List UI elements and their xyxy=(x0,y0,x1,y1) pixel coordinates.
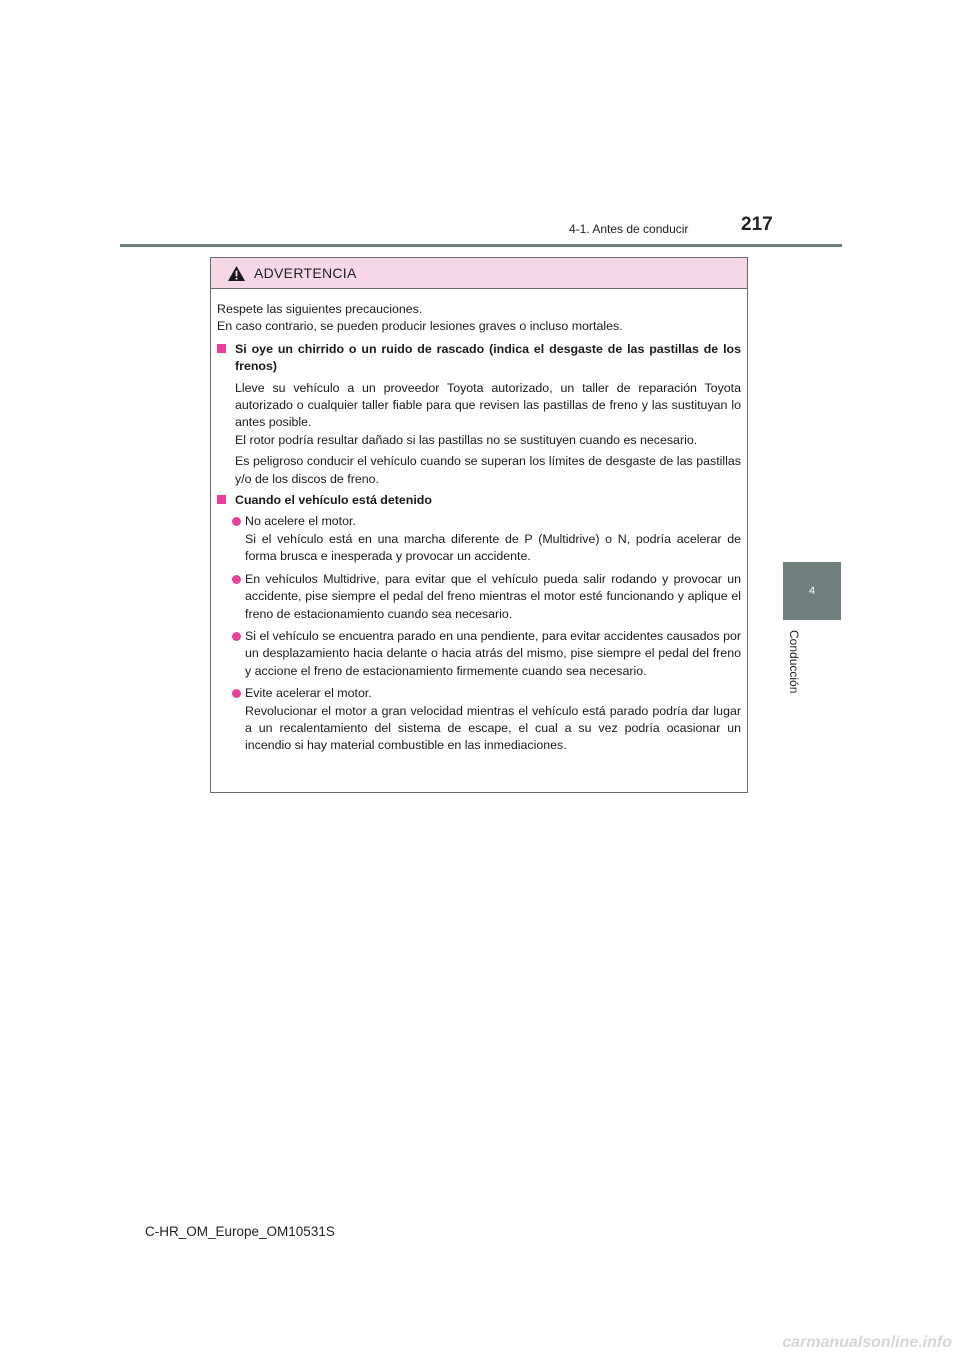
square-bullet-icon xyxy=(217,344,226,353)
list-item-line: Revolucionar el motor a gran velocidad mientras el vehículo está parado podría dar lugar a un recalentamiento del sistema de escape, el cual a su vez podría ocasionar un incendio si hay material combustible en las inmediaciones. xyxy=(245,703,741,753)
section-title xyxy=(217,492,741,509)
intro-line: Respete las siguientes precauciones. xyxy=(217,302,423,316)
circle-bullet-icon xyxy=(232,689,241,698)
header-divider xyxy=(120,244,842,247)
warning-header xyxy=(211,258,747,289)
section-vehicle-stopped xyxy=(217,492,741,755)
warning-triangle-icon xyxy=(227,265,246,282)
list-item xyxy=(217,685,741,755)
list-item xyxy=(217,571,741,623)
intro-line: En caso contrario, se pueden producir lesiones graves o incluso mortales. xyxy=(217,319,623,334)
circle-bullet-icon xyxy=(232,517,241,526)
paragraph xyxy=(217,453,741,488)
paragraph xyxy=(217,380,741,450)
warning-intro xyxy=(217,301,741,336)
list-item-line: No acelere el motor. xyxy=(245,514,356,529)
section-title xyxy=(217,341,741,376)
list-item xyxy=(217,513,741,565)
section-title-text: Si oye un chirrido o un ruido de rascado (indica el desgaste de las pastillas de los frenos) xyxy=(235,341,741,374)
header-section-title: 4-1. Antes de conducir xyxy=(569,222,689,236)
chapter-tab[interactable] xyxy=(783,562,841,620)
circle-bullet-icon xyxy=(232,575,241,584)
warning-box xyxy=(210,257,748,793)
list-item-line: Evite acelerar el motor. xyxy=(245,686,372,701)
paragraph-line: Es peligroso conducir el vehículo cuando se superan los límites de desgaste de las pastillas y/o de los discos de freno. xyxy=(235,454,741,486)
warning-title: ADVERTENCIA xyxy=(254,265,357,281)
paragraph-line: El rotor podría resultar dañado si las pastillas no se sustituyen cuando es necesario. xyxy=(235,432,698,447)
list-item-line: Si el vehículo se encuentra parado en una pendiente, para evitar accidentes causados por un desplazamiento hacia delante o hacia atrás del mismo, pise siempre el pedal del freno y accione el freno de estacionamiento firmemente cuando sea necesario. xyxy=(245,628,741,678)
watermark: carmanualsonline.info xyxy=(782,1334,952,1351)
list-item-line: En vehículos Multidrive, para evitar que el vehículo pueda salir rodando y provocar un accidente, pise siempre el pedal del freno mientras el motor esté funcionando y aplique el freno de estacionamiento cuando sea necesario. xyxy=(245,571,741,621)
list-item xyxy=(217,628,741,680)
page-number: 217 xyxy=(741,214,773,235)
list-item-line: Si el vehículo está en una marcha diferente de P (Multidrive) o N, podría acelerar de forma brusca e inesperada y provocar un accidente. xyxy=(245,531,741,564)
square-bullet-icon xyxy=(217,495,226,504)
chapter-label: Conducción xyxy=(787,630,801,694)
chapter-number: 4 xyxy=(808,585,816,597)
section-title-text: Cuando el vehículo está detenido xyxy=(235,493,432,508)
section-brake-noise xyxy=(217,341,741,488)
document-id: C-HR_OM_Europe_OM10531S xyxy=(145,1224,335,1239)
circle-bullet-icon xyxy=(232,632,241,641)
paragraph-line: Lleve su vehículo a un proveedor Toyota autorizado, un taller de reparación Toyota autorizado o cualquier taller fiable para que revisen las pastillas de freno y las sustituyan lo antes posible. xyxy=(235,380,741,430)
warning-body xyxy=(211,289,747,755)
